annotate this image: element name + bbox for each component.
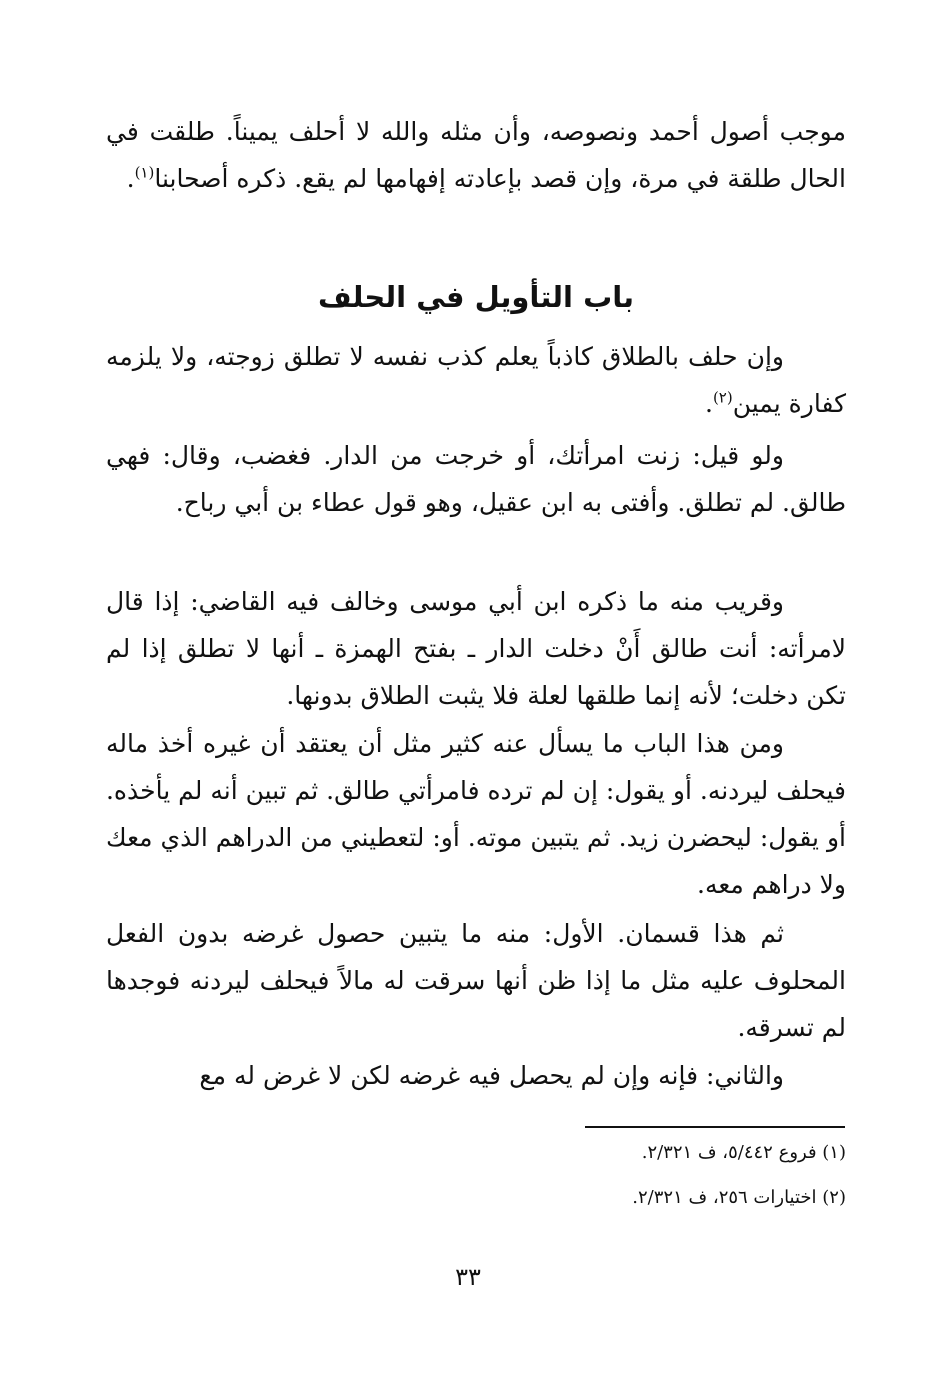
paragraph-3: وقريب منه ما ذكره ابن أبي موسى وخالف فيه القاضي: إذا قال لامرأته: أنت طالق أَنْ دخلت الدار ـ بفتح الهمزة ـ أنها لا تطلق إذا لم تكن دخلت؛ لأنه إنما طلقها لعلة فلا يثبت الطلاق بدونها. xyxy=(106,587,846,710)
paragraph-5: ثم هذا قسمان. الأول: منه ما يتبين حصول غرضه بدون الفعل المحلوف عليه مثل ما إذا ظن أنها سرقت له مالاً فيحلف ليردنه فوجدها لم تسرقه. xyxy=(106,919,846,1042)
page-number: ٣٣ xyxy=(455,1263,481,1291)
paragraph-1-tail: . xyxy=(704,389,713,418)
footnote-1: (١) فروع ٥/٤٤٢، ف ٢/٣٢١. xyxy=(641,1142,846,1163)
paragraph-2: ولو قيل: زنت امرأتك، أو خرجت من الدار. فغضب، وقال: فهي طالق. لم تطلق. وأفتى به ابن عقيل، وهو قول عطاء بن أبي رباح. xyxy=(106,441,846,517)
footnote-separator xyxy=(585,1126,845,1128)
footnote-2: (٢) اختيارات ٢٥٦، ف ٢/٣٢١. xyxy=(632,1187,846,1208)
intro-paragraph xyxy=(106,108,846,202)
intro-paragraph-tail: . xyxy=(126,164,135,193)
footnote-ref-2: (٢) xyxy=(712,388,733,407)
paragraph-1 xyxy=(106,333,846,427)
paragraph-1-text: وإن حلف بالطلاق كاذباً يعلم كذب نفسه لا تطلق زوجته، ولا يلزمه كفارة يمين xyxy=(106,342,846,418)
chapter-heading: باب التأويل في الحلف xyxy=(318,280,634,314)
intro-paragraph-text: موجب أصول أحمد ونصوصه، وأن مثله والله لا أحلف يميناً. طلقت في الحال طلقة في مرة، وإن قصد بإعادته إفهامها لم يقع. ذكره أصحابنا xyxy=(106,117,846,193)
paragraph-6: والثاني: فإنه وإن لم يحصل فيه غرضه لكن لا غرض له مع xyxy=(199,1061,784,1090)
paragraph-4: ومن هذا الباب ما يسأل عنه كثير مثل أن يعتقد أن غيره أخذ ماله فيحلف ليردنه. أو يقول: إن لم ترده فامرأتي طالق. ثم تبين أنه لم يأخذه. أو يقول: ليحضرن زيد. ثم يتبين موته. أو: لتعطيني من الدراهم الذي معك ولا دراهم معه. xyxy=(105,729,846,899)
footnote-ref-1: (١) xyxy=(134,163,155,182)
